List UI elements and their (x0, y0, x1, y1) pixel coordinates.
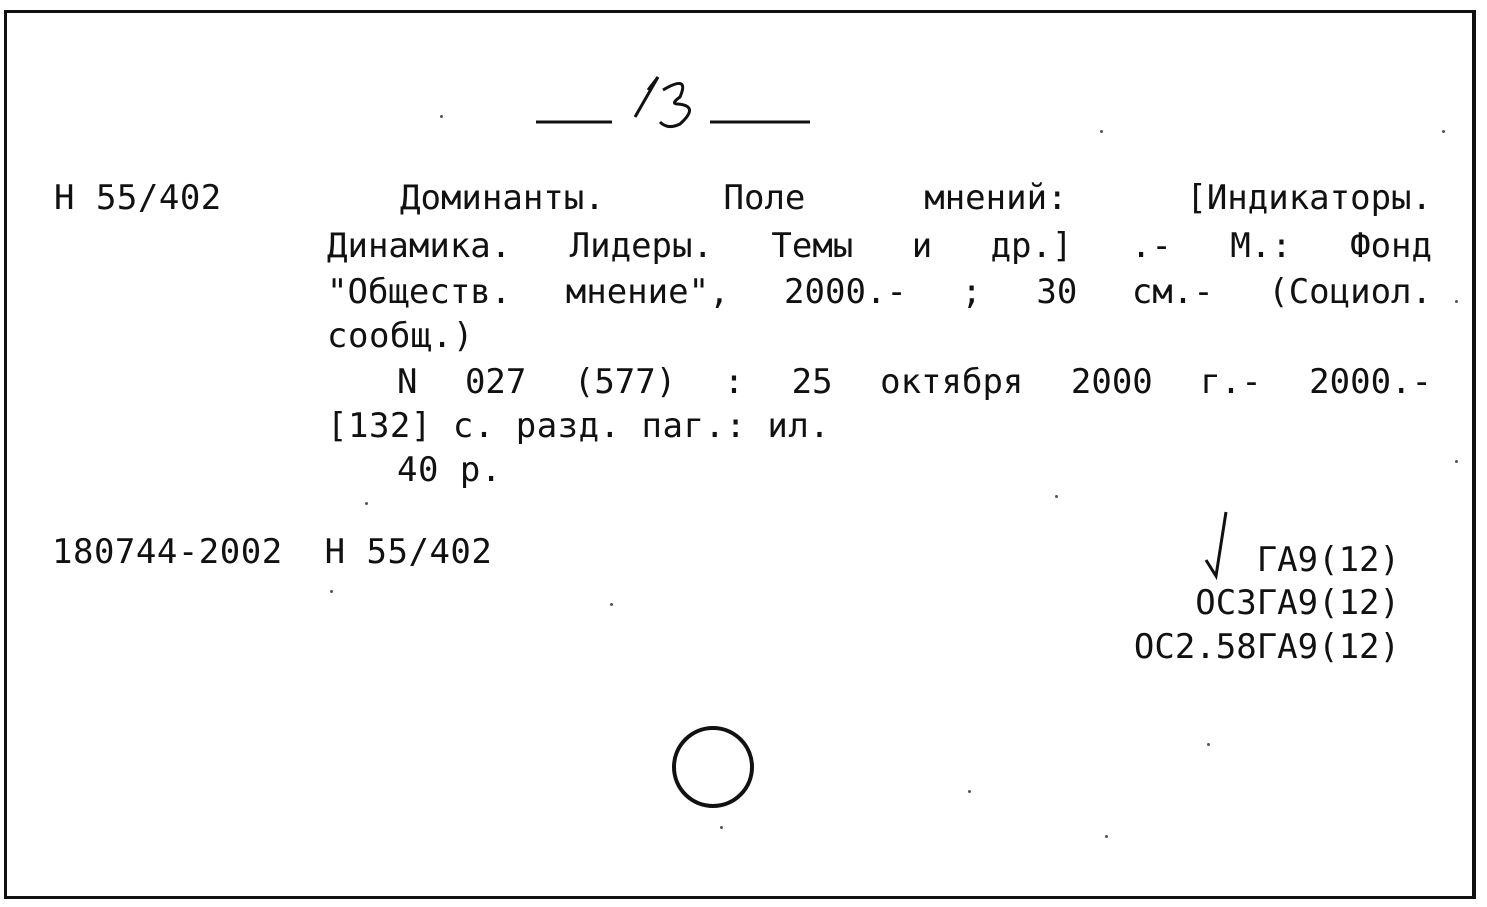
scan-speck (365, 502, 368, 505)
title-line-2: Динамика. Лидеры. Темы и др.] .- М.: Фонд (327, 226, 1432, 266)
card-punch-hole (672, 726, 754, 808)
scan-speck (1455, 300, 1458, 303)
scan-speck (1105, 835, 1108, 838)
scan-speck (968, 790, 971, 793)
shelf-code-1: ГА9(12) (1256, 540, 1400, 580)
price: 40 р. (397, 450, 502, 490)
scan-speck (1207, 743, 1210, 746)
call-number: Н 55/402 (54, 178, 222, 218)
scan-speck (440, 115, 443, 118)
svg-text:13: 13 (530, 62, 532, 63)
checkmark-icon (1198, 508, 1238, 580)
title-line-1: Доминанты. Поле мнений: [Индикаторы. (400, 178, 1432, 218)
scan-speck (1442, 130, 1445, 133)
title-line-3: "Обществ. мнение", 2000.- ; 30 см.- (Социол. (327, 272, 1432, 312)
scan-speck (330, 590, 333, 593)
page-number-handwritten (530, 62, 820, 132)
accession-number: 180744-2002 Н 55/402 (52, 532, 493, 572)
shelf-code-3: ОС2.58ГА9(12) (1133, 627, 1400, 667)
scan-speck (720, 826, 723, 829)
title-line-4: сообщ.) (327, 316, 474, 356)
scan-speck (1055, 495, 1058, 498)
scan-speck (1455, 460, 1458, 463)
issue-line-1: N 027 (577) : 25 октября 2000 г.- 2000.- (397, 362, 1432, 402)
shelf-code-2: ОС3ГА9(12) (1195, 583, 1400, 623)
scan-speck (1100, 130, 1103, 133)
issue-line-2: [132] с. разд. паг.: ил. (327, 406, 831, 446)
scan-speck (610, 603, 613, 606)
